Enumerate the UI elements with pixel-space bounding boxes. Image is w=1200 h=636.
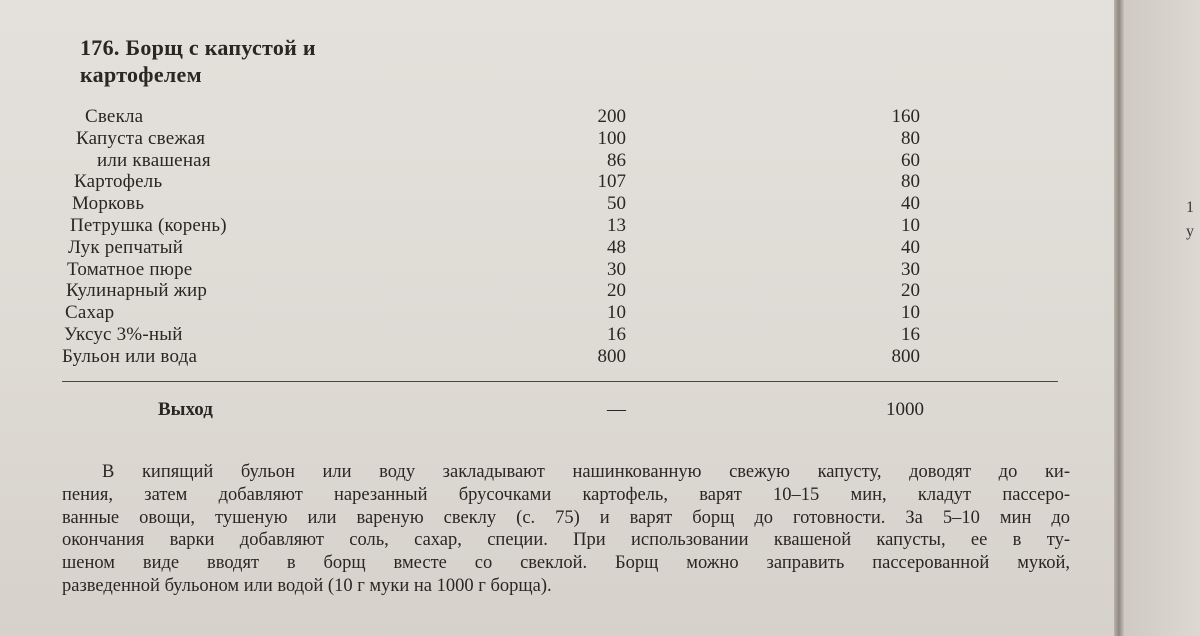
ingredient-name: Кулинарный жир [66,280,208,302]
adjacent-fragment-2: у [1186,223,1194,240]
instruction-line: пения, затем добавляют нарезанный брусочками картофель, варят 10–15 мин, кладут пассеро- [62,484,1070,505]
ingredient-net: 10 [901,214,920,236]
ingredient-gross: 13 [607,214,626,236]
ingredient-net: 10 [901,302,920,324]
adjacent-fragment-1: 1 [1186,199,1194,216]
ingredient-gross: 800 [597,345,626,367]
instruction-line: В кипящий бульон или воду закладывают нашинкованную свежую капусту, доводят до ки- [102,462,1070,482]
ingredient-row [0,259,1122,281]
ingredient-row [0,150,1122,172]
table-divider [62,381,1058,382]
ingredient-row [0,193,1122,215]
ingredient-name: Уксус 3%-ный [64,323,183,345]
ingredient-name: Свекла [85,106,144,127]
adjacent-page-text [1186,196,1194,244]
output-gross: — [607,399,626,420]
ingredient-gross: 16 [607,323,626,345]
ingredient-gross: 100 [597,127,626,149]
ingredient-gross: 200 [597,106,626,127]
adjacent-page [1124,0,1200,636]
ingredient-gross: 107 [597,171,626,193]
ingredient-name: или квашеная [97,149,211,171]
instruction-line: разведенной бульоном или водой (10 г муки на 1000 г борща). [62,575,552,596]
instruction-line: шеном виде вводят в борщ вместе со свеклой. Борщ можно заправить пассерованной мукой, [62,553,1070,574]
ingredient-gross: 86 [607,149,626,171]
ingredient-row [0,324,1122,346]
ingredient-gross: 48 [607,236,626,258]
ingredient-net: 20 [901,280,920,302]
ingredient-net: 60 [901,149,920,171]
output-label: Выход [158,399,213,420]
ingredient-row [0,171,1122,193]
recipe-instructions [62,461,1070,598]
ingredient-name: Томатное пюре [67,258,193,280]
ingredient-name: Петрушка (корень) [70,214,227,236]
ingredient-gross: 10 [607,302,626,324]
ingredient-row [0,280,1122,302]
ingredient-net: 80 [901,171,920,193]
ingredient-name: Морковь [72,193,145,215]
recipe-title-line-2: картофелем [80,62,202,87]
page-edge [1114,0,1124,636]
ingredient-name: Сахар [65,302,115,324]
ingredient-name: Капуста свежая [76,127,206,149]
ingredient-net: 40 [901,236,920,258]
ingredient-net: 160 [891,106,920,127]
recipe-title-line-1: 176. Борщ с капустой и [80,35,316,60]
ingredient-net: 40 [901,193,920,215]
recipe-title [80,34,316,88]
instruction-line: ванные овощи, тушеную или вареную свеклу (с. 75) и варят борщ до готовности. За 5–10 мин до [62,507,1070,528]
ingredient-row [0,346,1122,368]
ingredient-row [0,237,1122,259]
ingredient-name: Картофель [74,171,163,193]
ingredient-name: Лук репчатый [68,236,184,258]
output-net: 1000 [886,399,924,420]
ingredient-name: Бульон или вода [62,345,198,367]
ingredient-net: 800 [891,345,920,367]
ingredient-gross: 20 [607,280,626,302]
ingredient-net: 16 [901,323,920,345]
ingredient-row [0,128,1122,150]
ingredient-row [0,302,1122,324]
ingredient-row [0,106,1122,128]
ingredient-gross: 30 [607,258,626,280]
ingredient-net: 80 [901,127,920,149]
ingredient-row [0,215,1122,237]
ingredient-gross: 50 [607,193,626,215]
ingredients-table [0,106,1122,368]
ingredient-net: 30 [901,258,920,280]
instruction-line: окончания варки добавляют соль, сахар, специи. При использовании квашеной капусты, ее в ту- [62,530,1070,551]
